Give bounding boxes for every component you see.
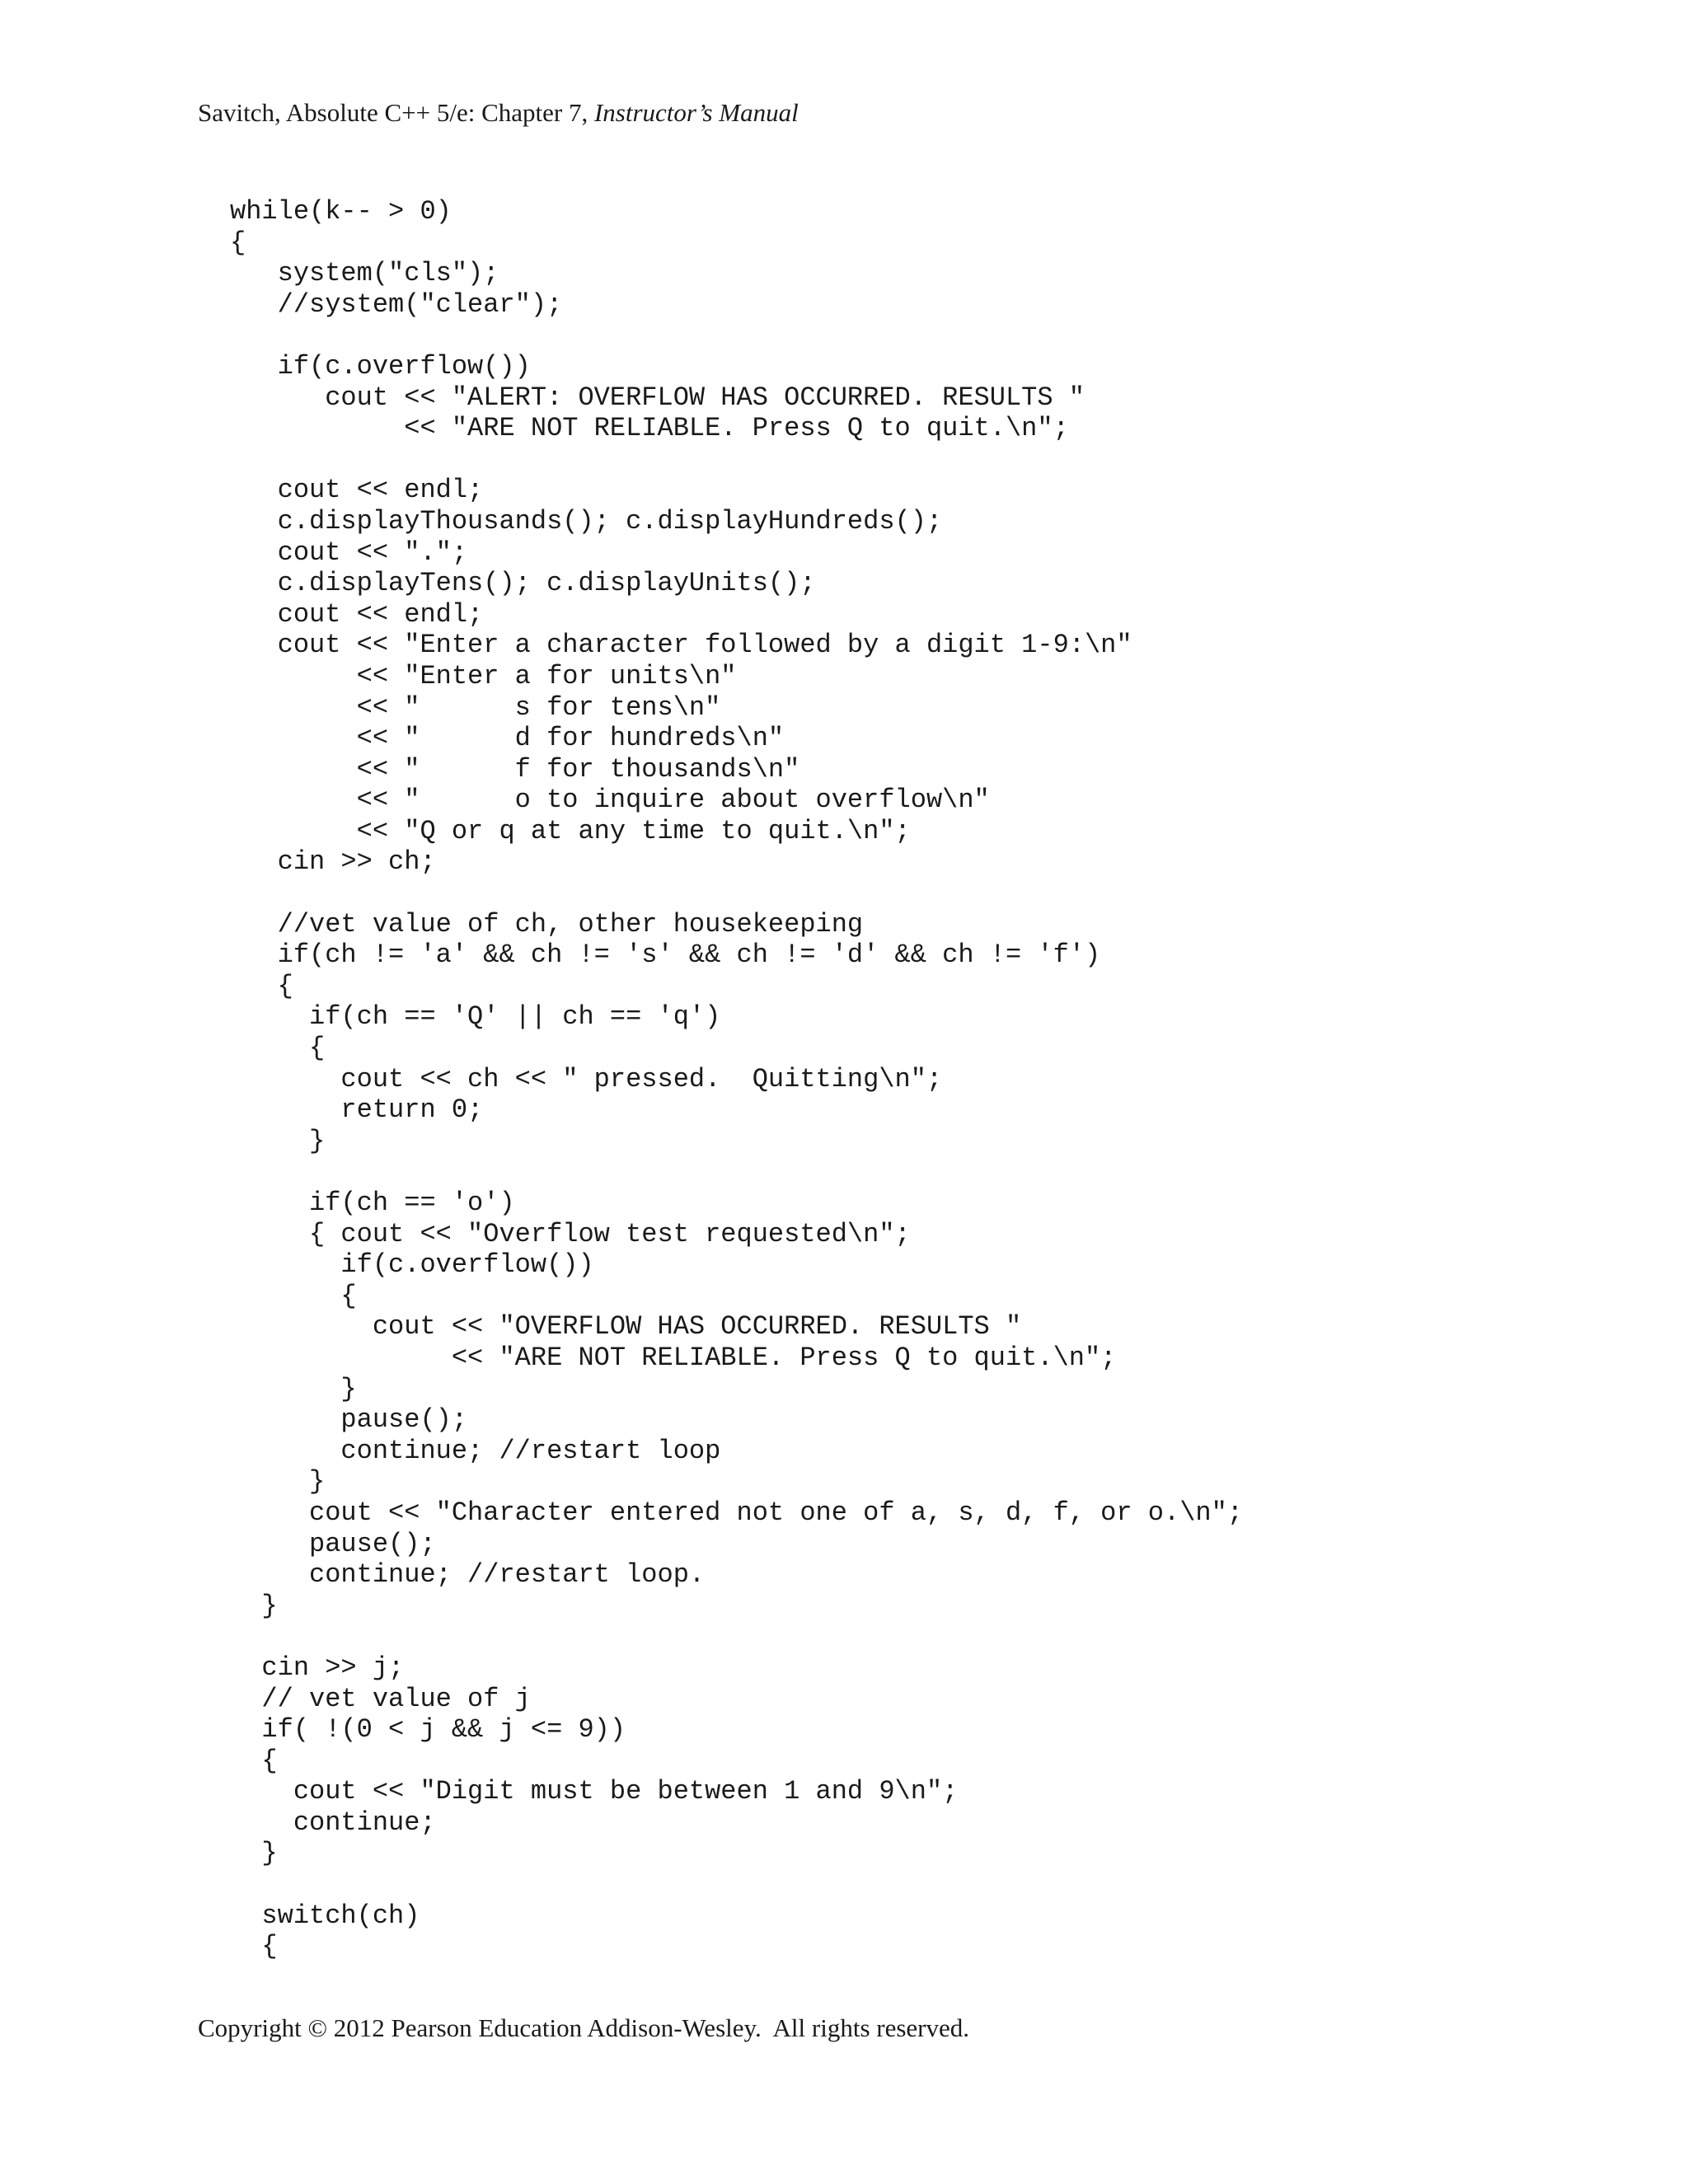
code-line <box>230 1621 1243 1652</box>
code-line: cout << "OVERFLOW HAS OCCURRED. RESULTS " <box>230 1311 1022 1343</box>
code-line: cout << endl; <box>230 598 484 630</box>
code-line: } <box>230 1466 326 1497</box>
code-line: switch(ch) <box>230 1900 420 1931</box>
code-line: if( !(0 < j && j <= 9)) <box>230 1714 626 1746</box>
code-line: cin >> j; <box>230 1652 405 1683</box>
code-line: << " d for hundreds\n" <box>230 723 785 754</box>
code-line: system("cls"); <box>230 258 499 289</box>
code-line <box>230 1156 1243 1188</box>
copyright-footer: Copyright © 2012 Pearson Education Addison-Wesley. All rights reserved. <box>198 2013 969 2042</box>
code-line: { <box>230 970 293 1001</box>
code-line: { <box>230 1033 326 1064</box>
code-line: } <box>230 1125 326 1156</box>
code-line: } <box>230 1373 357 1404</box>
code-line: << "Enter a for units\n" <box>230 660 737 691</box>
code-line: c.displayTens(); c.displayUnits(); <box>230 568 816 599</box>
code-line: { <box>230 1280 357 1311</box>
code-line: pause(); <box>230 1404 468 1436</box>
code-line <box>230 320 1243 351</box>
code-line: if(c.overflow()) <box>230 350 531 382</box>
code-line: { <box>230 227 246 258</box>
code-line: << " f for thousands\n" <box>230 753 800 785</box>
code-line: cout << "ALERT: OVERFLOW HAS OCCURRED. RESULTS " <box>230 382 1085 413</box>
code-line: << " s for tens\n" <box>230 691 721 723</box>
code-line: return 0; <box>230 1094 484 1126</box>
code-line: cin >> ch; <box>230 846 436 878</box>
code-line: { cout << "Overflow test requested\n"; <box>230 1218 911 1249</box>
code-line: << "ARE NOT RELIABLE. Press Q to quit.\n"; <box>230 413 1069 444</box>
code-line: continue; //restart loop. <box>230 1559 706 1591</box>
code-line: << " o to inquire about overflow\n" <box>230 785 990 816</box>
code-line: << "Q or q at any time to quit.\n"; <box>230 815 911 846</box>
code-line: pause(); <box>230 1528 436 1559</box>
code-line: if(ch == 'Q' || ch == 'q') <box>230 1001 721 1033</box>
code-line <box>230 1869 1243 1900</box>
code-line: while(k-- > 0) <box>230 196 452 227</box>
code-line <box>230 878 1243 909</box>
page-header <box>198 96 799 129</box>
code-line: cout << "."; <box>230 537 468 568</box>
code-listing <box>230 196 1243 1962</box>
code-line: cout << endl; <box>230 475 484 506</box>
code-line: //system("clear"); <box>230 288 563 320</box>
code-line: continue; <box>230 1807 436 1838</box>
code-line: // vet value of j <box>230 1683 531 1714</box>
code-line: if(c.overflow()) <box>230 1249 594 1281</box>
code-line: cout << "Character entered not one of a, s, d, f, or o.\n"; <box>230 1497 1243 1528</box>
code-line: } <box>230 1590 278 1621</box>
code-line: continue; //restart loop <box>230 1435 721 1466</box>
code-line: c.displayThousands(); c.displayHundreds(); <box>230 505 943 537</box>
code-line: //vet value of ch, other housekeeping <box>230 908 864 940</box>
code-line: cout << "Digit must be between 1 and 9\n"; <box>230 1776 959 1807</box>
code-line: { <box>230 1745 278 1776</box>
code-line <box>230 444 1243 476</box>
code-line: cout << "Enter a character followed by a digit 1-9:\n" <box>230 630 1132 661</box>
code-line: } <box>230 1838 278 1869</box>
code-line: if(ch != 'a' && ch != 's' && ch != 'd' && ch != 'f') <box>230 940 1101 971</box>
code-line: << "ARE NOT RELIABLE. Press Q to quit.\n"; <box>230 1342 1117 1373</box>
header-title: Savitch, Absolute C++ 5/e: Chapter 7, <box>198 98 594 127</box>
code-line: if(ch == 'o') <box>230 1188 515 1218</box>
header-manual-name: Instructor’s Manual <box>593 98 799 127</box>
code-line: { <box>230 1931 278 1962</box>
code-line: cout << ch << " pressed. Quitting\n"; <box>230 1063 943 1094</box>
